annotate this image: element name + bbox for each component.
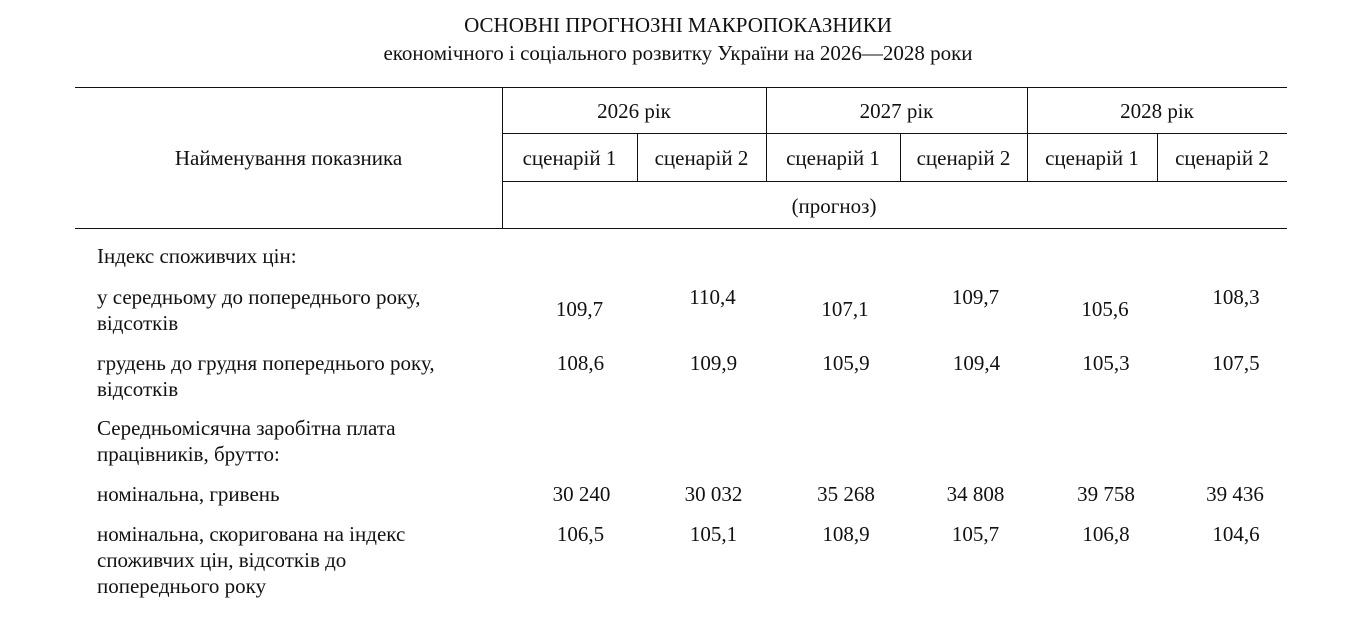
table-cell-value: 106,5 — [556, 522, 605, 546]
scenario-header: сценарій 2 — [654, 146, 749, 170]
scenario-header: сценарій 1 — [786, 146, 880, 170]
year-header-2027: 2027 рік — [859, 99, 934, 123]
table-cell-value: 35 268 — [817, 482, 875, 506]
title-line-2: економічного і соціального розвитку України на 2026—2028 роки — [383, 41, 973, 65]
forecast-note: (прогноз) — [791, 194, 877, 218]
table-top-border — [75, 87, 1287, 88]
table-cell-value: 106,8 — [1082, 522, 1130, 546]
row-label-wage-real: номінальна, скоригована на індекс споживчих цін, відсотків до попереднього року — [97, 522, 406, 598]
header-bottom-border — [75, 228, 1287, 229]
table-cell-value: 109,4 — [952, 351, 1001, 375]
table-cell-value: 30 240 — [552, 482, 611, 506]
table-cell-value: 39 436 — [1206, 482, 1264, 506]
table-cell-value: 109,7 — [555, 297, 604, 321]
table-cell-value: 34 808 — [946, 482, 1005, 506]
row-label-wage-section: Середньомісячна заробітна плата працівників, брутто: — [97, 416, 396, 466]
scenario-header: сценарій 2 — [916, 146, 1011, 170]
scenario-header: сценарій 1 — [522, 146, 617, 170]
table-cell-value: 39 758 — [1077, 482, 1135, 506]
table-cell-value: 109,7 — [951, 285, 1000, 309]
table-cell-value: 105,6 — [1081, 297, 1129, 321]
years-row-divider — [502, 133, 1287, 134]
row-label-cpi-december: грудень до грудня попереднього року, відсотків — [97, 351, 435, 401]
title-line-1: ОСНОВНІ ПРОГНОЗНІ МАКРОПОКАЗНИКИ — [464, 13, 892, 37]
row-label-wage-nominal: номінальна, гривень — [97, 482, 280, 506]
row-label-cpi-section: Індекс споживчих цін: — [97, 244, 297, 268]
table-cell-value: 109,9 — [689, 351, 738, 375]
table-cell-value: 108,6 — [556, 351, 605, 375]
indicator-column-header: Найменування показника — [174, 146, 403, 170]
table-cell-value: 107,5 — [1212, 351, 1260, 375]
year-header-2028: 2028 рік — [1120, 99, 1194, 123]
table-cell-value: 105,9 — [822, 351, 870, 375]
scenarios-row-divider — [502, 181, 1287, 182]
table-cell-value: 105,7 — [951, 522, 1000, 546]
table-cell-value: 108,9 — [822, 522, 870, 546]
table-cell-value: 105,1 — [689, 522, 738, 546]
table-cell-value: 104,6 — [1212, 522, 1260, 546]
scenario-header: сценарій 1 — [1045, 146, 1139, 170]
scenario-header: сценарій 2 — [1175, 146, 1269, 170]
table-cell-value: 108,3 — [1212, 285, 1260, 309]
row-label-cpi-average: у середньому до попереднього року, відсотків — [97, 285, 421, 335]
table-cell-value: 105,3 — [1082, 351, 1130, 375]
table-cell-value: 110,4 — [689, 285, 736, 309]
table-cell-value: 30 032 — [684, 482, 743, 506]
table-cell-value: 107,1 — [821, 297, 869, 321]
year-header-2026: 2026 рік — [597, 99, 671, 123]
